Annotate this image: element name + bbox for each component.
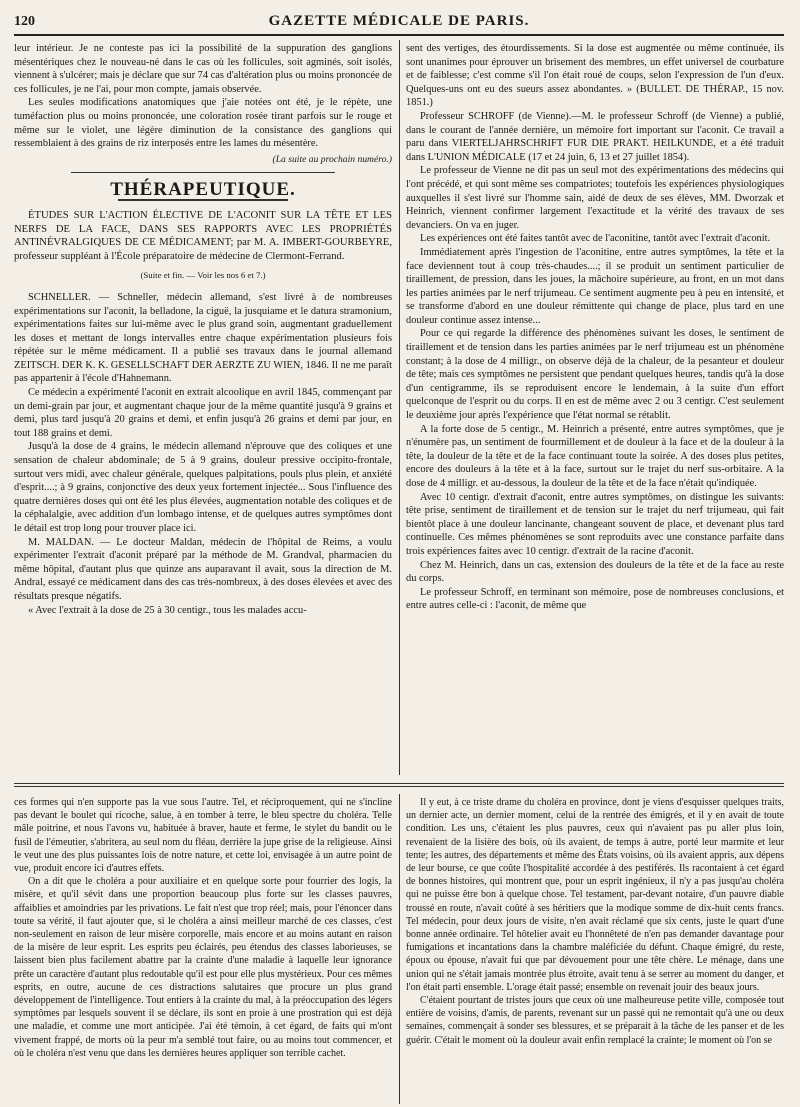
paragraph: M. MALDAN. — Le docteur Maldan, médecin de l'hôpital de Reims, a voulu expérimenter l'extrait d'aconit préparé par la méthode de M. Grandval, pharmacien du même hôpital, d'autant plus que quinze ans auparavant il avait, sous la direction de M. Andral, essayé ce médicament dans des cas très-nombreux, à des doses élevées et avec des résultats presque négatifs.: [14, 536, 392, 602]
paragraph: Le professeur de Vienne ne dit pas un seul mot des expérimentations des médecins qui l'ont précédé, et qui sont même ses compatriotes; toutefois les expériences physiologiques auxquelles il s'est livré sur l'homme sain, aidé de deux de ses élèves, MM. Dworzak et Heinrich, viennent confirmer largement l'exactitude et la vérité des travaux de ses devanciers. On va en juger.: [406, 165, 784, 231]
paragraph: A la forte dose de 5 centigr., M. Heinrich a présenté, entre autres symptômes, que je n'énumère pas, un sentiment de fourmillement et de douleur à la face et de la douleur à la tête, la douleur de la tête et de la face continuant toute la soirée. A des doses plus petites, encore des douleurs à la tête et à la face, surtout sur le trajet du nerf sus-orbitaire. A la dose de 4 milligr. et au-dessous, la douleur de la tête et de la face n'était qu'indiquée.: [406, 423, 784, 489]
paragraph: Le professeur Schroff, en terminant son mémoire, pose de nombreuses conclusions, et entre autres celle-ci : l'aconit, de même que: [406, 586, 784, 612]
paragraph: Avec 10 centigr. d'extrait d'aconit, entre autres symptômes, on distingue les suivants: tête prise, sentiment de tiraillement et de tension sur le trajet du nerf trijumeau, qui fait bientôt place à une douleur lancinante, changeant souvent de place, et devenant plus tard continuelle. Ces mêmes phénomènes se sont reproduits avec une constance parfaite dans trois expériences faites avec 10 centigr. d'extrait de la racine d'aconit.: [406, 491, 784, 557]
page-number: 120: [14, 14, 35, 29]
paragraph: leur intérieur. Je ne conteste pas ici la possibilité de la suppuration des ganglions mésentériques chez le nouveau-né dans le cas où les follicules, soit agminés, soit isolés, viennent à s'ulcérer; mais je déclare que sur 74 cas d'altération plus ou moins prononcée de ces follicules, je ne l'ai, pour mon compte, jamais observée.: [14, 43, 392, 95]
column-divider: [399, 794, 400, 1104]
paragraph: Ce médecin a expérimenté l'aconit en extrait alcoolique en avril 1845, commençant par un demi-grain par jour, et augmentant chaque jour de la même quantité jusqu'à 9 grains et demi, plus tard jusqu'à 20 grains et demi, et enfin jusqu'à 26 grains et demi par jour, en tout 188 grains et demi.: [14, 387, 392, 439]
feuilleton-rule: [14, 783, 784, 787]
bottom-right-column: [406, 796, 784, 1101]
section-title: THÉRAPEUTIQUE.: [110, 179, 296, 201]
article-title: ÉTUDES SUR L'ACTION ÉLECTIVE DE L'ACONIT SUR LA TÊTE ET LES NERFS DE LA FACE, DANS SES RAPPORTS AVEC LES PROPRIÉTÉS ANTINÉVRALGIQUES DE CE MÉDICAMENT; par M. A. IMBERT-GOURBEYRE, professeur suppléant à l'École préparatoire de médecine de Clermont-Ferrand.: [14, 209, 392, 262]
paragraph: Il y eut, à ce triste drame du choléra en province, dont je viens d'esquisser quelques traits, un dernier acte, un dernier moment, celui de la rentrée des émigrés, et il y en avait de toute condition. Les uns, c'étaient les plus pauvres, ceux qui n'avaient pas pu aller plus loin, revenaient de la lisière des bois, où ils avaient, de temps à autre, porté leur marmite et leur tente; les autres, des départements et même des États voisins, où ils avaient appris, aux dépens de leur bourse, ce que coûte l'hospitalité accordée à des pestiférés. Ils racontaient à cet égard de bonnes histoires, qui montrent que, pour un esprit ingénieux, il n'y a pas jusqu'au choléra qui ne puisse être bon à quelque chose. Tel testament, par-devant notaire, d'un pauvre diable troussé en route, n'avait coûté à ses héritiers que la modique somme de dix-huit cents francs. Tel médecin, pour deux jours de visite, n'en avait réclamé que six cents, juste le quart d'une bonne année ordinaire. Tel hôtelier avait eu l'honnêteté de n'en pas demander davantage pour fumigations et incantations dans la chambre maléficiée du défunt. Chaque émigré, du reste, époux ou épouse, n'avait fui que par dévouement pour une tête chère. Le ménage, dans une union qui ne s'était jamais montrée plus étroite, avait tenu à se serrer au moment du danger, et l'on était parti ensemble. L'orage était passé; ensemble on revenait jouir des beaux jours.: [406, 797, 784, 993]
page-header: [14, 6, 784, 36]
paragraph: Les seules modifications anatomiques que j'aie notées ont été, je le répète, une tuméfaction plus ou moins prononcée, une coloration rosée tirant parfois sur le rouge et même sur le violet, une légère diminution de la consistance des ganglions qui ressemblaient à des grains de riz interposés entre les lames du mésentère.: [14, 97, 392, 150]
paragraph: sent des vertiges, des étourdissements. Si la dose est augmentée ou même continuée, ils sont unanimes pour éprouver un brisement des membres, un effet universel de courbature et de faiblesse; c'est comme s'il l'on était roué de coups, selon l'expression de l'un d'eux. Quelques-uns ont eu des sueurs assez abondantes. » (BULLET. DE THÉRAP., 15 nov. 1851.): [406, 43, 784, 109]
paragraph: Chez M. Heinrich, dans un cas, extension des douleurs de la tête et de la face au reste du corps.: [406, 559, 784, 585]
separator-rule: [71, 172, 336, 173]
top-right-column: [406, 42, 784, 772]
bottom-left-column: [14, 796, 392, 1101]
journal-title: GAZETTE MÉDICALE DE PARIS.: [268, 13, 530, 29]
paragraph: « Avec l'extrait à la dose de 25 à 30 centigr., tous les malades accu-: [28, 604, 307, 616]
paragraph: Les expériences ont été faites tantôt avec de l'aconitine, tantôt avec l'extrait d'aconit.: [420, 233, 771, 245]
paragraph: Professeur SCHROFF (de Vienne).—M. le professeur Schroff (de Vienne) a publié, dans le courant de l'année dernière, un mémoire fort important sur l'aconit. Ce travail a paru dans VIERTELJAHRSCHRIFT FUR DIE PRAKT. HEILKUNDE, et a été traduit dans L'UNION MÉDICALE (17 et 24 juin, 6, 13 et 27 juillet 1854).: [406, 110, 784, 163]
paragraph: ces formes qui n'en supporte pas la vue sous l'autre. Tel, et réciproquement, qui ne s'incline pas devant le boulet qui ricoche, salue, à en tomber à terre, le bleu spectre du choléra. Telle mâle poitrine, et nous l'avons vu, habituée à braver, haute et ferme, le stylet du bandit ou le fusil de l'émeutier, s'abritera, au seul nom du fléau, derrière la jupe grise de la religieuse. Ainsi le veut une des plus puissantes lois de notre nature, et cette loi, envisagée à un autre point de vue, produit encore ici d'autres effets.: [14, 797, 392, 875]
paragraph: On a dit que le choléra a pour auxiliaire et en quelque sorte pour fourrier des logis, la misère, et qu'il sévit dans une proportion beaucoup plus forte sur les classes pauvres, affaiblies et amoindries par les privations. Le fait n'est que trop réel; mais, pour l'énoncer dans toute sa vérité, il faut ajouter que, si le choléra a ainsi meilleur marché de ces classes, c'est non-seulement en raison de leur misère corporelle, mais encore et au moins autant en raison de la misère de leur esprit. Les esprits peu éclairés, peu étendus des classes laborieuses, se laissent bien plus facilement abattre par la crainte d'une maladie à laquelle leur ignorance prête un caractère d'autant plus redoutable qu'il est pour elle plus mystérieux. Pour ces mêmes esprits, en outre, aucune de ces distractions salutaires que procure un plus grand développement de l'intelligence. Tout entiers à la crainte du mal, à la préoccupation des légers symptômes par lesquels souvent il se déclare, ils sont en proie à une prostration qui est déjà une maladie, et comme une mort anticipée. J'ai été témoin, à cet égard, de faits qui m'ont vivement frappé, de morts où la peur m'a semblé tout faire, ou au moins tout commencer, et où le choléra n'est venu que dans les dernières heures appliquer son terrible cachet.: [14, 876, 392, 1059]
paragraph: Jusqu'à la dose de 4 grains, le médecin allemand n'éprouve que des coliques et une sensation de chaleur abdominale; de 5 à 9 grains, douleur pressive occipito-frontale, surtout vers midi, avec chaleur générale, quelques palpitations, pouls plus plein, et anxiété d'esprit....; à 9 grains, conjonctive des deux yeux fortement injectée... Sous l'influence des quatre dernières doses qui ont été les plus élevées, augmentation notable des coliques et de la céphalalgie, avec addition d'un lombago intense, et de quelques autres symptômes dont le détail est trop long pour trouver place ici.: [14, 441, 392, 534]
continuation-note: (La suite au prochain numéro.): [272, 153, 392, 165]
top-left-column: [14, 42, 392, 772]
continuation-reference: (Suite et fin. — Voir les nos 6 et 7.): [140, 270, 266, 281]
paragraph: C'étaient pourtant de tristes jours que ceux où une malheureuse petite ville, composée tout entière de voisins, d'amis, de parents, revenant sur un passé qui ne remontait qu'à une ou deux semaines, commençait à sonder ses blessures, et se préparait à la tâche de les panser et de les guérir. C'était le moment où la douleur avait enfin remplacé la crainte; le moment où l'on se: [406, 995, 784, 1046]
column-divider: [399, 40, 400, 775]
paragraph: Pour ce qui regarde la différence des phénomènes suivant les doses, le sentiment de tiraillement et de tension dans les parties animées par le nerf trijumeau est un phénomène constant; à la dose de 4 milligr., on observe déjà de la chaleur, de la pesanteur et douleur de tête; mais ces symptômes ne persistent que pendant quelques heures, tandis qu'à la dose d'un centigramme, ils se reproduisent encore le lendemain, à la suite d'un effort quelconque de l'esprit ou du corps. Il en est de même avec 2 ou 3 centigr. C'est seulement le deuxième jour après l'expérience que l'état normal se rétablit.: [406, 328, 784, 422]
paragraph: SCHNELLER. — Schneller, médecin allemand, s'est livré à de nombreuses expérimentations sur l'aconit, la belladone, la ciguë, la jusquiame et le datura stramonium, expérimentations faites sur lui-même avec le plus grand soin, augmentant graduellement les doses et mettant de longs intervalles entre chaque expérimentation plusieurs fois répétée sur le même médicament. Il a publié ses travaux dans le journal allemand ZEITSCH. DER K. K. GESELLSCHAFT DER AERZTE ZU WIEN, 1846. Il ne me paraît pas appartenir à l'école d'Hahnemann.: [14, 291, 392, 385]
paragraph: Immédiatement après l'ingestion de l'aconitine, entre autres symptômes, la tête et la face deviennent tout à coup très-chaudes....; il se produit un sentiment particulier de tiraillement, de pression, dans les joues, la mâchoire supérieure, au front, en un mot dans les parties animées par le nerf trijumeau. Ce sentiment augmente peu à peu en intensité, et se transforme d'abord en une douleur rémittente qui change de place, plus tard en une douleur continue assez intense...: [406, 246, 784, 326]
